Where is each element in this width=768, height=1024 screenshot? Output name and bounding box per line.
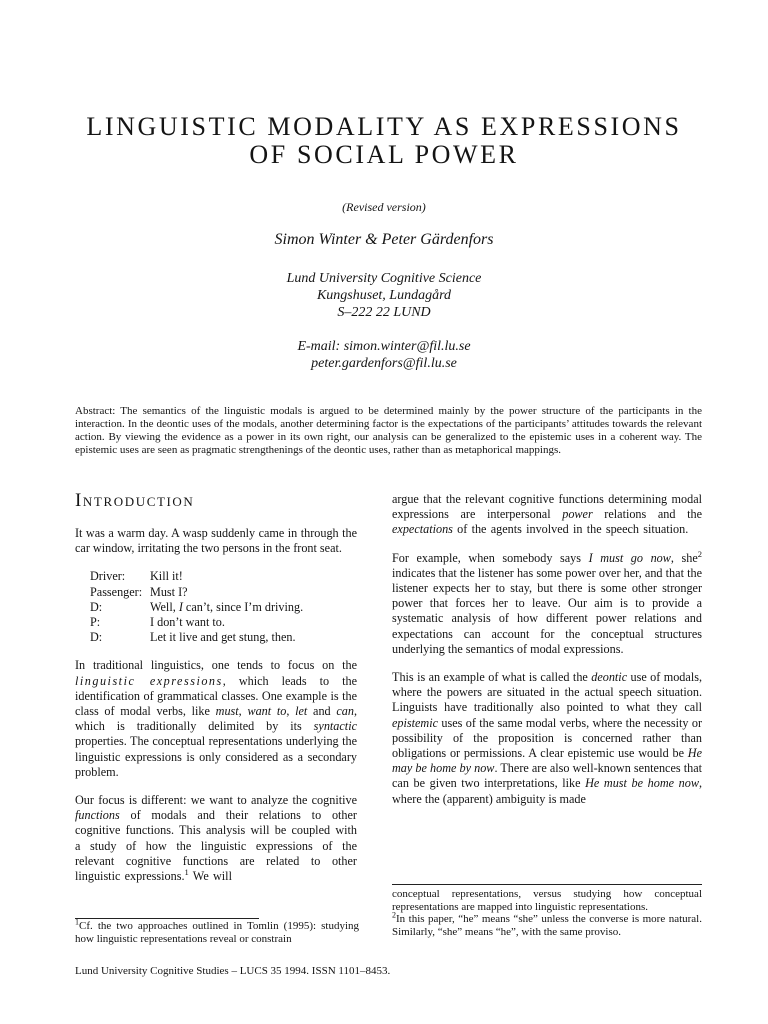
text-run: For example, when somebody says bbox=[392, 550, 589, 565]
italic-text: I must go now bbox=[588, 550, 671, 565]
italic-text: epistemic bbox=[392, 715, 439, 730]
dialogue-speaker: D: bbox=[90, 630, 103, 645]
text-run: , which leads to the identification of grammatical classes. One example is the class of modal verbs, like bbox=[75, 673, 357, 719]
affiliation-line-3: S–222 22 LUND bbox=[337, 305, 431, 320]
dialogue-speaker: D: bbox=[90, 599, 103, 614]
italic-text: deontic bbox=[591, 670, 628, 685]
text-run: of modals and their relations to other cognitive functions. This analysis will be coupled with a study of how the linguistic expressions of the relevant cognitive functions are related to other linguistic expressions. bbox=[75, 808, 357, 884]
right-paragraph-1 bbox=[392, 492, 702, 538]
footnote-divider-left bbox=[75, 918, 259, 919]
text-run: , where the (apparent) ambiguity is made bbox=[392, 776, 702, 806]
text-run: can’t, since I’m driving. bbox=[182, 599, 304, 614]
dialogue-line: Let it live and get stung, then. bbox=[150, 630, 296, 645]
footnote-marker-1: 1 bbox=[184, 867, 189, 877]
authors: Simon Winter & Peter Gärdenfors bbox=[274, 231, 494, 248]
dialogue-row bbox=[90, 615, 303, 630]
footnotes-right bbox=[392, 888, 702, 938]
footnote-number: 2 bbox=[392, 910, 396, 920]
section-heading-introduction: Introduction bbox=[75, 490, 195, 511]
left-column bbox=[75, 490, 357, 897]
paper-title-line-1: LINGUISTIC MODALITY AS EXPRESSIONS bbox=[86, 112, 682, 141]
text-run: of the agents involved in the speech situation. bbox=[452, 522, 689, 537]
text-run: , she bbox=[670, 550, 698, 565]
email-line-2: peter.gardenfors@fil.lu.se bbox=[311, 356, 457, 371]
text-run: Our focus is different: we want to analyze the cognitive bbox=[75, 793, 357, 808]
italic-text: syntactic bbox=[313, 719, 357, 734]
text-run: , which is traditionally delimited by its bbox=[75, 704, 358, 734]
dialogue-table bbox=[90, 569, 303, 645]
dialogue-line: Must I? bbox=[150, 584, 188, 599]
text-run: uses of the same modal verbs, where the necessity or possibility of the proposition is concerned rather than obligations or permissions. A clear epistemic use would be bbox=[392, 715, 702, 761]
abstract: Abstract: The semantics of the linguistic modals is argued to be determined mainly by the power structure of the participants in the interaction. In the deontic uses of the modals, another determining factor is the expectations of the participants’ attitudes towards the relevant action. By viewing the evidence as a power in its own right, our analysis can be generalized to the epistemic uses in a coherent way. The epistemic uses are seen as pragmatic strengthenings of the deontic uses, rather than as metaphorical mappings. bbox=[75, 405, 702, 456]
footnote-marker-2: 2 bbox=[697, 548, 703, 559]
affiliation-line-1: Lund University Cognitive Science bbox=[286, 271, 482, 286]
italic-text: He must be home now bbox=[585, 776, 699, 791]
right-paragraph-2 bbox=[392, 548, 703, 657]
text-run: . There are also well-known sentences that can be given two interpretations, like bbox=[392, 761, 702, 791]
intro-paragraph-3 bbox=[75, 793, 357, 884]
text-run: In traditional linguistics, one tends to focus on the bbox=[75, 658, 357, 673]
paper-title-line-2: OF SOCIAL POWER bbox=[249, 140, 519, 169]
text-run: use of modals, where the powers are situated in the actual speech situation. Linguists have traditionally also pointed to what they call bbox=[392, 670, 702, 715]
italic-text: power bbox=[562, 507, 593, 522]
journal-footer: Lund University Cognitive Studies – LUCS 35 1994. ISSN 1101–8453. bbox=[75, 965, 391, 977]
dialogue-line: I don’t want to. bbox=[150, 615, 225, 630]
footnote-number: 1 bbox=[75, 917, 79, 927]
dialogue-speaker: Driver: bbox=[90, 569, 126, 584]
text-run: This is an example of what is called the bbox=[392, 670, 592, 685]
right-paragraph-3 bbox=[392, 670, 702, 807]
footnote-1 bbox=[75, 917, 359, 946]
dialogue-row bbox=[90, 600, 303, 615]
dialogue-line bbox=[150, 600, 303, 615]
dialogue-speaker: P: bbox=[90, 615, 101, 630]
italic-text: He may be home by now bbox=[392, 746, 702, 776]
dialogue-row bbox=[90, 569, 303, 584]
italic-text: let bbox=[295, 704, 308, 719]
intro-paragraph-2 bbox=[75, 658, 357, 780]
footnote-divider-right bbox=[392, 884, 702, 885]
footnote-2 bbox=[392, 910, 702, 938]
footnote-text: In this paper, “he” means “she” unless the converse is more natural. Similarly, “she” means “he”, with the same proviso. bbox=[392, 913, 702, 938]
intro-paragraph-1: It was a warm day. A wasp suddenly came in through the car window, irritating the two persons in the front seat. bbox=[75, 526, 357, 556]
italic-text: functions bbox=[75, 808, 120, 823]
text-run: Well, bbox=[150, 599, 179, 614]
dialogue-row bbox=[90, 630, 303, 645]
dialogue-speaker: Passenger: bbox=[90, 584, 143, 599]
italic-text: expectations bbox=[392, 522, 453, 537]
text-run: relations and the bbox=[592, 507, 702, 522]
text-run: We will bbox=[188, 869, 232, 884]
dialogue-line: Kill it! bbox=[150, 569, 183, 584]
email-line-1: E-mail: simon.winter@fil.lu.se bbox=[297, 339, 471, 354]
text-run: , bbox=[238, 704, 248, 719]
text-run: , bbox=[286, 704, 296, 719]
text-run: indicates that the listener has some power over her, and that the listener expects her to stay, but there is some other stronger power that forces her to leave. Our aim is to provide a systematic analysis of how different power relations and expectations can account for the conceptual structures underlying the semantics of modal expressions. bbox=[392, 565, 702, 656]
footnote-text: Cf. the two approaches outlined in Tomlin (1995): studying how linguistic representations reveal or constrain bbox=[75, 920, 359, 945]
affiliation-line-2: Kungshuset, Lundagård bbox=[316, 288, 452, 303]
text-run: properties. The conceptual representations underlying the linguistic expressions is only considered as a secondary problem. bbox=[75, 734, 357, 779]
text-run: and bbox=[307, 704, 337, 719]
text-run: argue that the relevant cognitive functions determining modal expressions are interpersonal bbox=[392, 492, 702, 522]
right-column bbox=[392, 492, 702, 820]
italic-text: must bbox=[215, 704, 239, 719]
dialogue-row bbox=[90, 585, 303, 600]
italic-text: want to bbox=[247, 704, 287, 719]
italic-text: can bbox=[336, 704, 354, 719]
footnote-1-continued: conceptual representations, versus studying how conceptual representations are mapped into linguistic representations. bbox=[392, 888, 702, 913]
italic-text: I bbox=[178, 599, 183, 614]
revised-note: (Revised version) bbox=[342, 200, 426, 214]
italic-text: linguistic expressions bbox=[75, 673, 223, 688]
